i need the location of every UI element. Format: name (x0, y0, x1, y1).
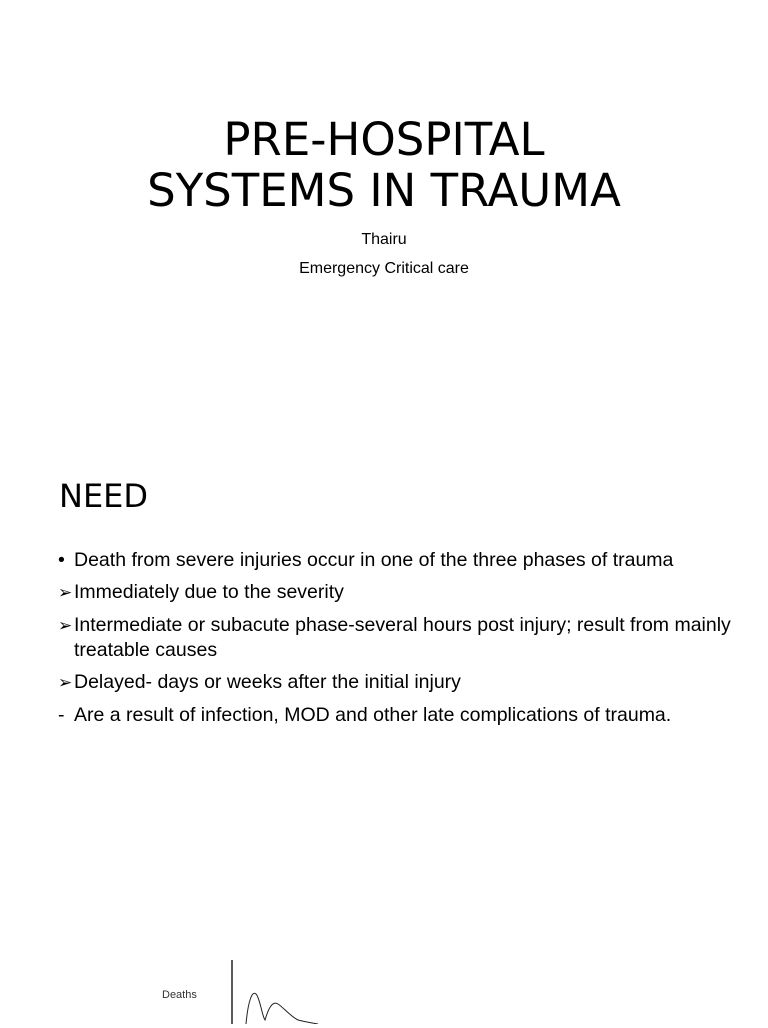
chart-curve-graphic (150, 950, 350, 1024)
author-name: Thairu (361, 231, 407, 248)
arrow-bullet-icon (58, 613, 74, 638)
bullet-item (58, 703, 738, 727)
arrow-bullet-icon (58, 580, 74, 605)
slide-title (0, 114, 768, 216)
bullet-item (58, 613, 738, 662)
bullet-text: Intermediate or subacute phase-several hours post injury; result from mainly treatable causes (74, 614, 731, 661)
chart-axis-label: Deaths (162, 989, 197, 1001)
bullet-dot-icon (58, 548, 74, 572)
arrow-bullet-icon (58, 670, 74, 695)
deaths-chart-fragment (150, 950, 350, 1024)
bullet-text: Delayed- days or weeks after the initial injury (74, 671, 461, 693)
bullet-text: Are a result of infection, MOD and other late complications of trauma. (74, 704, 672, 726)
department-name: Emergency Critical care (299, 260, 469, 277)
bullet-item (58, 548, 738, 572)
bullet-text: Immediately due to the severity (74, 581, 344, 603)
bullet-list (58, 548, 738, 735)
bullet-text: Death from severe injuries occur in one of the three phases of trauma (74, 549, 674, 571)
section-heading: NEED (59, 477, 149, 515)
bullet-item (58, 580, 738, 605)
title-line-1: PRE-HOSPITAL (223, 113, 545, 166)
dash-bullet-icon (58, 703, 74, 727)
chart-deaths-curve (246, 993, 318, 1024)
title-line-2: SYSTEMS IN TRAUMA (147, 164, 621, 217)
bullet-item (58, 670, 738, 695)
